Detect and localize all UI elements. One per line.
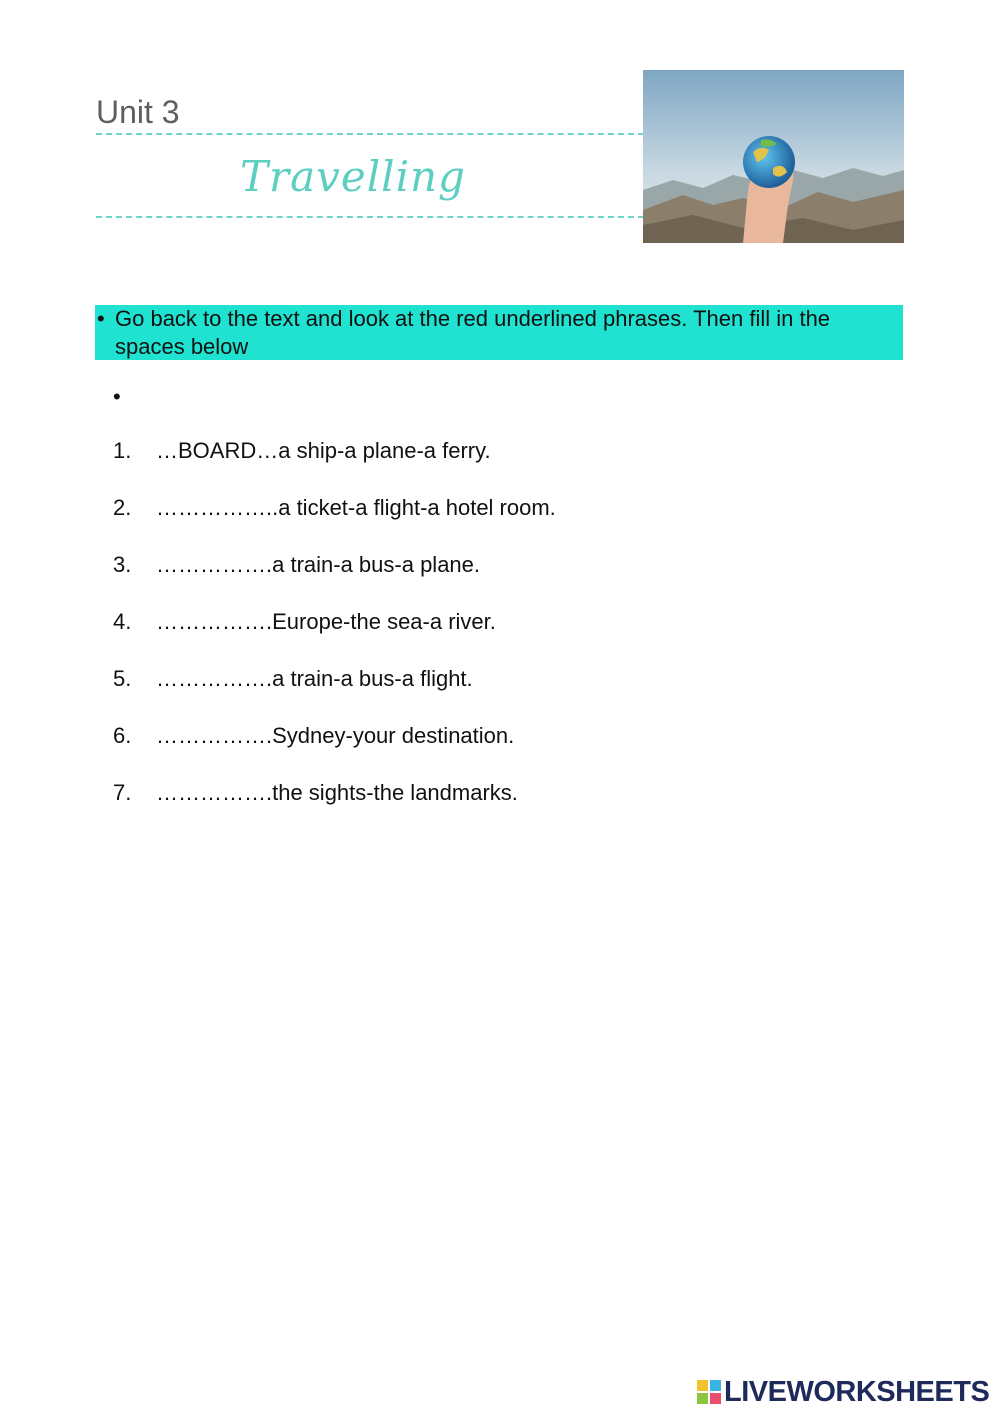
list-item[interactable]: [113, 438, 491, 464]
item-text: …BOARD…a ship-a plane-a ferry.: [156, 438, 491, 463]
item-number: 6.: [113, 723, 132, 748]
item-number: 1.: [113, 438, 132, 463]
list-item[interactable]: [113, 495, 556, 521]
item-text: …………….Sydney-your destination.: [156, 723, 515, 748]
item-text: …………….Europe-the sea-a river.: [156, 609, 496, 634]
header-photo: [643, 70, 904, 243]
list-item[interactable]: [113, 609, 496, 635]
list-item[interactable]: [113, 552, 480, 578]
empty-bullet: •: [113, 384, 121, 409]
top-dashed-divider: [96, 133, 644, 135]
item-text: ……………..a ticket-a flight-a hotel room.: [156, 495, 556, 520]
list-item[interactable]: [113, 723, 514, 749]
bottom-dashed-divider: [96, 216, 644, 218]
list-item[interactable]: [113, 666, 473, 692]
item-number: 2.: [113, 495, 132, 520]
item-number: 7.: [113, 780, 132, 805]
item-number: 4.: [113, 609, 132, 634]
list-item[interactable]: [113, 780, 518, 806]
unit-label: Unit 3: [96, 94, 180, 130]
item-text: …………….a train-a bus-a plane.: [156, 552, 481, 577]
item-number: 3.: [113, 552, 132, 577]
liveworksheets-logo[interactable]: [697, 1377, 989, 1407]
item-number: 5.: [113, 666, 132, 691]
logo-grid-icon: [697, 1380, 721, 1404]
item-text: …………….the sights-the landmarks.: [156, 780, 518, 805]
instruction-text: Go back to the text and look at the red underlined phrases. Then fill in the spaces below: [115, 306, 831, 359]
item-text: …………….a train-a bus-a flight.: [156, 666, 473, 691]
instruction-box: [95, 305, 903, 360]
brand-name: LIVEWORKSHEETS: [724, 1375, 990, 1408]
instruction-bullet: •: [97, 306, 105, 331]
page-title: Travelling: [240, 152, 466, 201]
